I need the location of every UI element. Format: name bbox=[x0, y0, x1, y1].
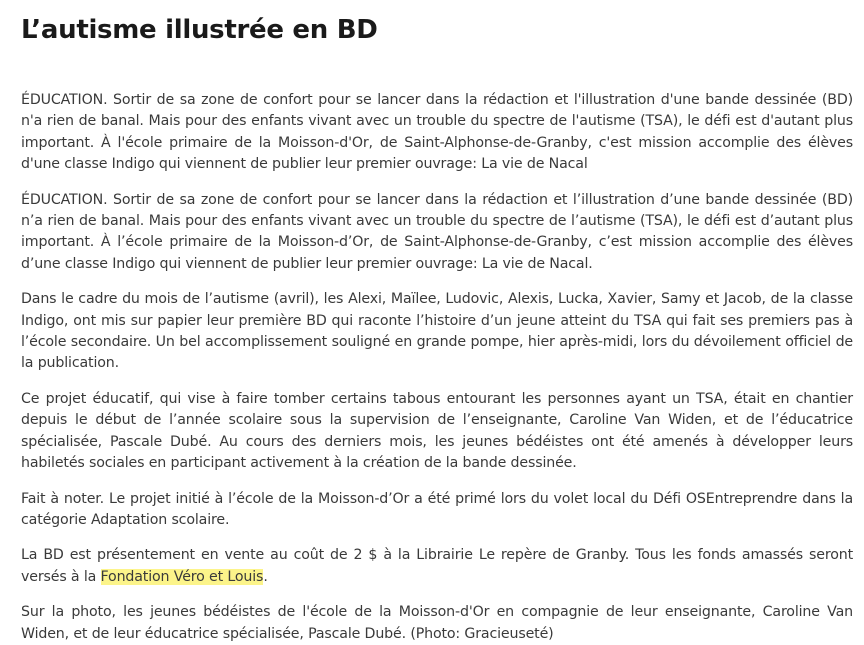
article-paragraph: Fait à noter. Le projet initié à l’école de la Moisson-d’Or a été primé lors du volet local du Défi OSEntreprendre dans la catégorie Adaptation scolaire. bbox=[21, 490, 853, 528]
sale-paragraph-text: La BD est présentement en vente au coût de 2 $ à la Librairie Le repère de Granby. Tous les fonds amassés seront versés à la bbox=[21, 547, 853, 585]
article-title: L’autisme illustrée en BD bbox=[21, 15, 378, 45]
article-paragraph: Dans le cadre du mois de l’autisme (avril), les Alexi, Maïlee, Ludovic, Alexis, Lucka, Xavier, Samy et Jacob, de la classe Indigo, ont mis sur papier leur première BD qui raconte l’histoire d’un jeune atteint du TSA qui fait ses premiers pas à l’école secondaire. Un bel accomplissement souligné en grande pompe, hier après-midi, lors du dévoilement officiel de la publication. bbox=[21, 291, 853, 372]
article-paragraph: ÉDUCATION. Sortir de sa zone de confort pour se lancer dans la rédaction et l'illustration d'une bande dessinée (BD) n'a rien de banal. Mais pour des enfants vivant avec un trouble du spectre de l'autisme (TSA), le défi est d'autant plus important. À l'école primaire de la Moisson-d'Or, de Saint-Alphonse-de-Granby, c'est mission accomplie des élèves d'une classe Indigo qui viennent de publier leur premier ouvrage: La vie de Nacal bbox=[21, 92, 853, 173]
sale-paragraph bbox=[21, 545, 853, 588]
article-paragraph: ÉDUCATION. Sortir de sa zone de confort pour se lancer dans la rédaction et l’illustration d’une bande dessinée (BD) n’a rien de banal. Mais pour des enfants vivant avec un trouble du spectre de l’autisme (TSA), le défi est d’autant plus important. À l’école primaire de la Moisson-d’Or, de Saint-Alphonse-de-Granby, c’est mission accomplie des élèves d’une classe Indigo qui viennent de publier leur premier ouvrage: La vie de Nacal. bbox=[21, 191, 853, 272]
photo-caption: Sur la photo, les jeunes bédéistes de l'école de la Moisson-d'Or en compagnie de leur enseignante, Caroline Van Widen, et de leur éducatrice spécialisée, Pascale Dubé. (Photo: Gracieuseté) bbox=[21, 604, 853, 642]
fondation-link[interactable]: Fondation Véro et Louis bbox=[100, 568, 264, 585]
article-paragraph: Ce projet éducatif, qui vise à faire tomber certains tabous entourant les personnes ayant un TSA, était en chantier depuis le début de l’année scolaire sous la supervision de l’enseignante, Caroline Van Widen, et de l’éducatrice spécialisée, Pascale Dubé. Au cours des derniers mois, les jeunes bédéistes ont été amenés à développer leurs habiletés sociales en participant activement à la création de la bande dessinée. bbox=[21, 390, 853, 472]
sale-paragraph-end: . bbox=[263, 568, 268, 585]
